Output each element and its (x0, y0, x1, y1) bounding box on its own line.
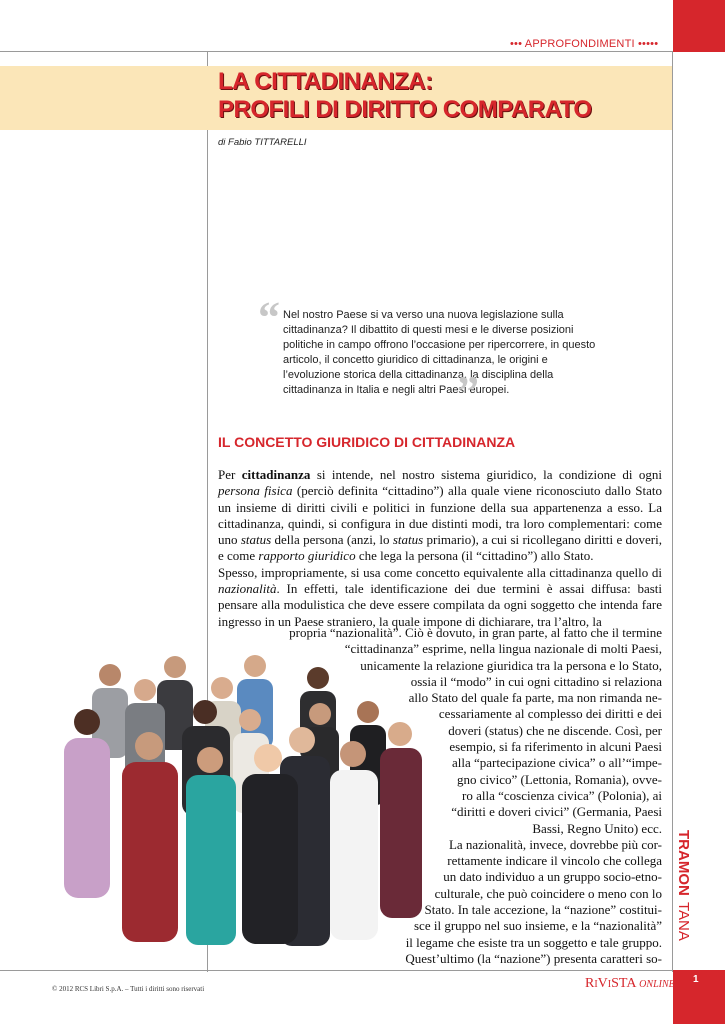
body-line: gno civico” (Lettonia, Romania), ovve- (456, 771, 662, 787)
side-brand-logo (671, 830, 701, 960)
body-line: Stato. In tale accezione, la “nazione” costitui- (424, 902, 662, 918)
paragraph-2: Spesso, impropriamente, si usa come concetto equivalente alla cittadinanza quello di nazionalità. In effetti, tale identificazione dei due termini è assai diffusa: basti pensare alla modulistica che deve essere compilata da ogni soggetto che intenda fare ingresso in un Paese straniero, la quale impone di dichiarare, tra l’altro, la (218, 564, 662, 629)
bottom-red-tab (673, 970, 725, 1024)
body-line: propria “nazionalità”. Ciò è dovuto, in gran parte, al fatto che il termine (289, 625, 662, 640)
group-of-people-photo (50, 650, 430, 980)
body-line: Bassi, Regno Unito) ecc. (532, 820, 662, 836)
page-number: 1 (693, 974, 699, 985)
side-brand-strong: TRAMON (675, 830, 692, 896)
byline: di Fabio TITTARELLI (218, 137, 307, 148)
section-heading: IL CONCETTO GIURIDICO DI CITTADINANZA (218, 434, 516, 450)
body-line: “diritti e doveri civici” (Germania, Paesi (451, 804, 662, 820)
top-red-tab (673, 0, 725, 52)
person-figures (64, 655, 422, 946)
body-line: alla “partecipazione civica” o all’“impe- (451, 755, 662, 771)
title-line-2: PROFILI DI DIRITTO COMPARATO (218, 96, 592, 123)
body-line: ro alla “coscienza civica” (Polonia), ai (462, 787, 662, 803)
side-brand-light: TANA (675, 902, 692, 941)
body-line: ossia il “modo” in cui ogni cittadino si relaziona (410, 673, 662, 689)
body-line: unicamente la relazione giuridica tra la persona e lo Stato, (360, 657, 662, 673)
body-line: culturale, che può coincidere o meno con lo (434, 885, 662, 901)
body-line: allo Stato del quale fa parte, ma non rimanda ne- (408, 690, 662, 706)
header-rule (0, 51, 673, 52)
body-line: cessariamente al complesso dei diritti e dei (438, 706, 662, 722)
body-line: La nazionalità, invece, dovrebbe più cor- (448, 836, 662, 852)
body-text-top (218, 467, 662, 630)
body-line: Quest’ultimo (la “nazione”) presenta caratteri so- (405, 950, 662, 966)
title-line-1: LA CITTADINANZA: (218, 68, 433, 95)
body-line: un dato individuo a un gruppo socio-etno- (443, 869, 662, 885)
copyright: © 2012 RCS Libri S.p.A. – Tutti i diritti sono riservati (52, 985, 205, 993)
body-line: “cittadinanza” esprime, nella lingua nazionale di molti Paesi, (344, 641, 662, 657)
paragraph-1: Per cittadinanza si intende, nel nostro sistema giuridico, la condizione di ogni persona fisica (perciò definita “cittadino”) alla quale viene riconosciuto dallo Stato un insieme di diritti civili e politici in funzione della sua appartenenza a esso. La cittadinanza, quindi, si configura in due distinti modi, tra loro complementari: come uno status della persona (anzi, lo status primario), a cui si ricollegano diritti e doveri, e come rapporto giuridico che lega la persona (il “cittadino”) allo Stato. (218, 467, 663, 564)
body-line: il legame che esiste tra un soggetto e tale gruppo. (405, 934, 662, 950)
close-quote-icon: ” (457, 367, 479, 416)
abstract: Nel nostro Paese si va verso una nuova legislazione sulla cittadinanza? Il dibattito di questi mesi e le diverse posizioni politiche in campo offrono l’occasione per ripercorrere, in questo articolo, il concetto giuridico di cittadinanza, le origini e l’evoluzione storica della cittadinanza, la disciplina della cittadinanza in Italia e negli altri Paesi europei. (283, 309, 596, 396)
open-quote-icon: “ (258, 293, 280, 342)
body-line: doveri (status) che ne discende. Così, per (448, 722, 662, 738)
body-line: rettamente indicare il vincolo che collega (447, 853, 662, 869)
body-line: esempio, si fa riferimento in alcuni Paesi (449, 739, 662, 755)
magazine-logo: RiViSTA online (585, 976, 675, 991)
body-line: sce il gruppo nel suo insieme, e la “nazionalità” (414, 918, 662, 934)
section-label: ••• APPROFONDIMENTI ••••• (510, 38, 659, 50)
article-title (218, 68, 592, 124)
